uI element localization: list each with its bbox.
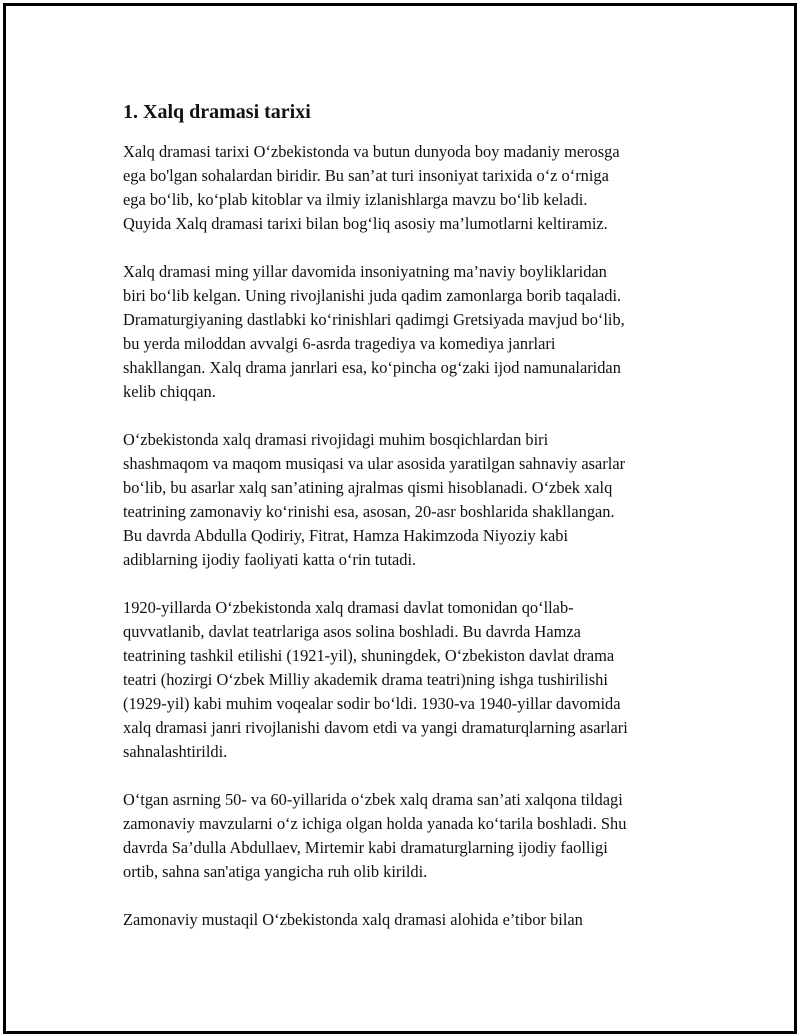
paragraph-6: Zamonaviy mustaqil O‘zbekistonda xalq dramasi alohida e’tibor bilan [123,910,583,929]
section-title: 1. Xalq dramasi tarixi [123,101,311,123]
paragraph-3: O‘zbekistonda xalq dramasi rivojidagi muhim bosqichlardan biri shashmaqom va maqom musiqasi va ular asosida yaratilgan sahnaviy asarlar bo‘lib, bu asarlar xalq san’atining ajralmas qismi hisoblanadi. O‘zbek xalq teatrining zamonaviy ko‘rinishi esa, asosan, 20-asr boshlarida shakllangan. Bu davrda Abdulla Qodiriy, Fitrat, Hamza Hakimzoda Niyoziy kabi adiblarning ijodiy faoliyati katta o‘rin tutadi. [123,430,626,569]
paragraph-1: Xalq dramasi tarixi O‘zbekistonda va butun dunyoda boy madaniy merosga ega bo'lgan sohalardan biridir. Bu san’at turi insoniyat tarixida o‘z o‘rniga ega bo‘lib, ko‘plab kitoblar va ilmiy izlanishlarga mavzu bo‘lib keladi. Quyida Xalq dramasi tarixi bilan bog‘liq asosiy ma’lumotlarni keltiramiz. [123,142,620,233]
paragraph-2: Xalq dramasi ming yillar davomida insoniyatning ma’naviy boyliklaridan biri bo‘lib kelgan. Uning rivojlanishi juda qadim zamonlarga borib taqaladi. Dramaturgiyaning dastlabki ko‘rinishlari qadimgi Gretsiyada mavjud bo‘lib, bu yerda miloddan avvalgi 6-asrda tragediya va komediya janrlari shakllangan. Xalq drama janrlari esa, ko‘pincha og‘zaki ijod namunalaridan kelib chiqqan. [123,262,625,401]
page-frame [3,3,797,1034]
paragraph-5: O‘tgan asrning 50- va 60-yillarida o‘zbek xalq drama san’ati xalqona tildagi zamonaviy mavzularni o‘z ichiga olgan holda yanada ko‘tarila boshladi. Shu davrda Sa’dulla Abdullaev, Mirtemir kabi dramaturglarning ijodiy faolligi ortib, sahna san'atiga yangicha ruh olib kirildi. [123,790,627,881]
document-body [123,100,703,956]
paragraph-4: 1920-yillarda O‘zbekistonda xalq dramasi davlat tomonidan qo‘llab- quvvatlanib, davlat teatrlariga asos solina boshladi. Bu davrda Hamza teatrining tashkil etilishi (1921-yil), shuningdek, O‘zbekiston davlat drama teatri (hozirgi O‘zbek Milliy akademik drama teatri)ning ishga tushirilishi (1929-yil) kabi muhim voqealar sodir bo‘ldi. 1930-va 1940-yillar davomida xalq dramasi janri rivojlanishi davom etdi va yangi dramaturqlarning asarlari sahnalashtirildi. [123,598,628,761]
